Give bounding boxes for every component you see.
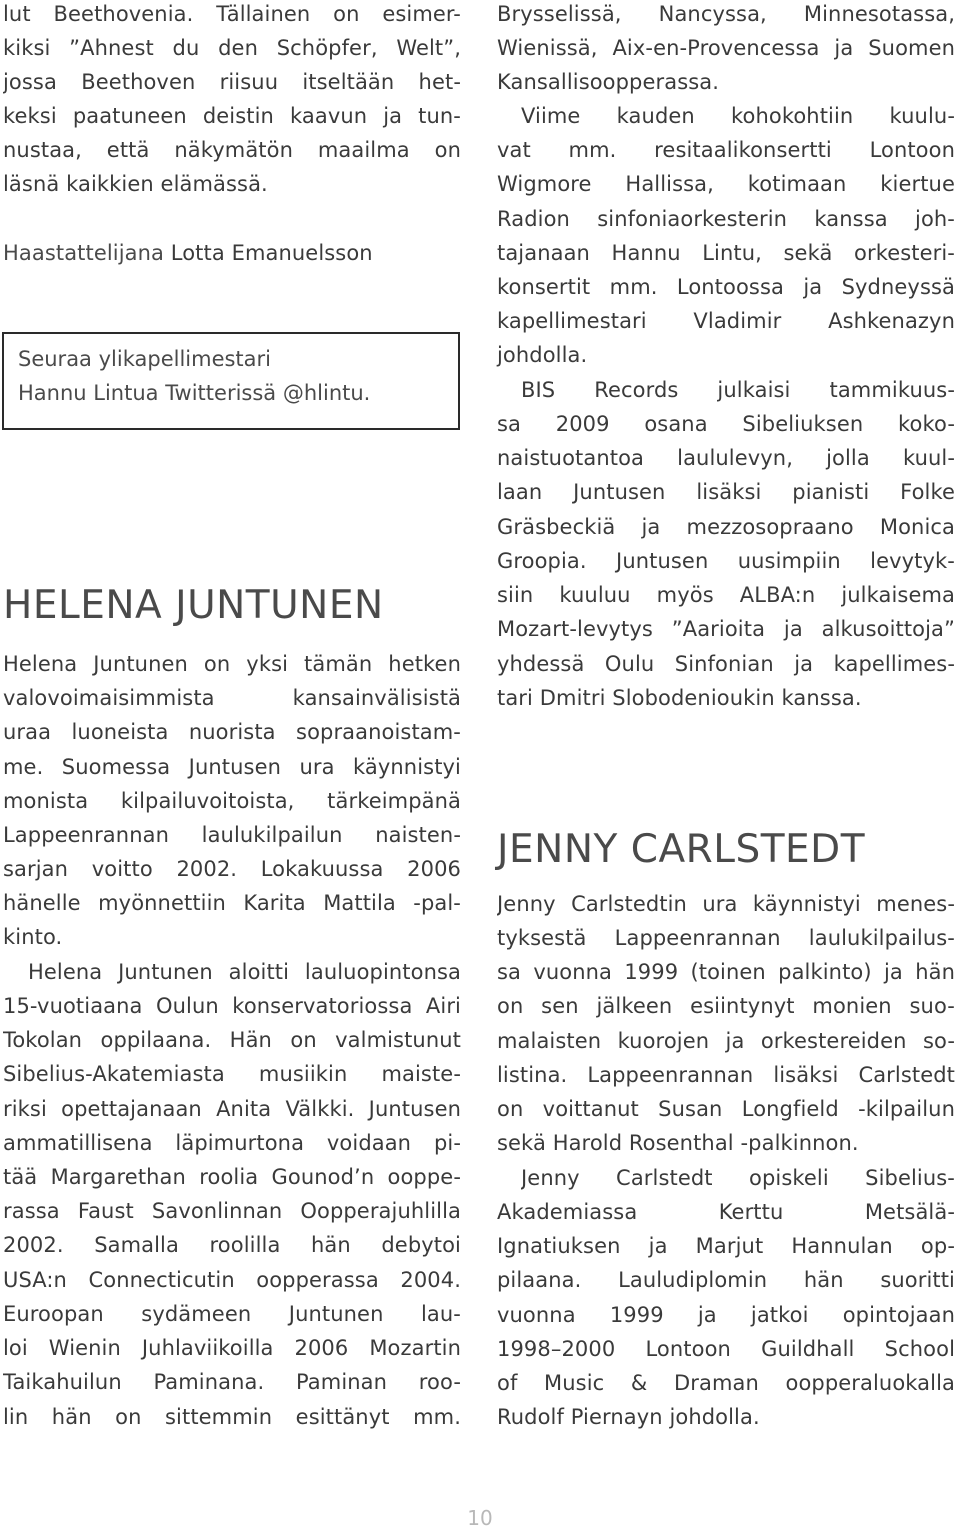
body-line: Akademiassa Kerttu Metsälä- bbox=[497, 1200, 955, 1224]
body-line: 15-vuotiaana Oulun konservatoriossa Airi bbox=[3, 994, 461, 1018]
body-line: Mozart-levytys ”Aarioita ja alkusoittoja” bbox=[497, 617, 955, 641]
body-line: tajanaan Hannu Lintu, sekä orkesteri- bbox=[497, 241, 955, 265]
body-line: Taikahuilun Paminana. Paminan roo- bbox=[3, 1370, 461, 1394]
page-number: 10 bbox=[467, 1506, 493, 1530]
body-line: riksi opettajanaan Anita Välkki. Juntusen bbox=[3, 1097, 461, 1121]
body-line: on sen jälkeen esiintynyt monien suo- bbox=[497, 994, 955, 1018]
twitter-callout-line: Seuraa ylikapellimestari bbox=[18, 347, 272, 371]
section-heading-jenny: JENNY CARLSTEDT bbox=[497, 827, 866, 872]
body-line: sa vuonna 1999 (toinen palkinto) ja hän bbox=[497, 960, 955, 984]
body-line: Wigmore Hallissa, kotimaan kiertue bbox=[497, 172, 955, 196]
body-line: vat mm. resitaalikonsertti Lontoon bbox=[497, 138, 955, 162]
body-line: Rudolf Piernayn johdolla. bbox=[497, 1405, 760, 1429]
body-line: Brysselissä, Nancyssa, Minnesotassa, bbox=[497, 2, 955, 26]
body-line: yhdessä Oulu Sinfonian ja kapellimes- bbox=[497, 652, 955, 676]
body-line: pilaana. Lauludiplomin hän suoritti bbox=[497, 1268, 955, 1292]
body-line: me. Suomessa Juntusen ura käynnistyi bbox=[3, 755, 461, 779]
body-line: vuonna 1999 ja jatkoi opintojaan bbox=[497, 1303, 955, 1327]
body-line: laan Juntusen lisäksi pianisti Folke bbox=[497, 480, 955, 504]
body-line: lin hän on sittemmin esittänyt mm. bbox=[3, 1405, 461, 1429]
section-heading-helena: HELENA JUNTUNEN bbox=[3, 583, 384, 628]
body-line: sa 2009 osana Sibeliuksen koko- bbox=[497, 412, 955, 436]
body-line: uraa luoneista nuorista sopraanoistam- bbox=[3, 720, 461, 744]
intro-line: läsnä kaikkien elämässä. bbox=[3, 172, 268, 196]
body-line: on voittanut Susan Longfield -kilpailun bbox=[497, 1097, 955, 1121]
body-line: listina. Lappeenrannan lisäksi Carlstedt bbox=[497, 1063, 955, 1087]
body-line: ammatillisena läpimurtona voidaan pi- bbox=[3, 1131, 461, 1155]
body-line: johdolla. bbox=[497, 343, 588, 367]
body-line: 2002. Samalla roolilla hän debytoi bbox=[3, 1233, 461, 1257]
body-line: Jenny Carlstedtin ura käynnistyi menes- bbox=[497, 892, 955, 916]
interviewer-label: Haastattelijana bbox=[3, 241, 165, 265]
body-line: kinto. bbox=[3, 925, 63, 949]
body-line: Jenny Carlstedt opiskeli Sibelius- bbox=[521, 1166, 955, 1190]
intro-line: kiksi ”Ahnest du den Schöpfer, Welt”, bbox=[3, 36, 461, 60]
body-line: Helena Juntunen on yksi tämän hetken bbox=[3, 652, 461, 676]
body-line: Kansallisoopperassa. bbox=[497, 70, 720, 94]
intro-line: lut Beethovenia. Tällainen on esimer- bbox=[3, 2, 461, 26]
body-line: tyksestä Lappeenrannan laulukilpailus- bbox=[497, 926, 955, 950]
body-line: monista kilpailuvoitoista, tärkeimpänä bbox=[3, 789, 461, 813]
body-line: sarjan voitto 2002. Lokakuussa 2006 bbox=[3, 857, 461, 881]
body-line: hänelle myönnettiin Karita Mattila -pal- bbox=[3, 891, 461, 915]
body-line: malaisten kuorojen ja orkestereiden so- bbox=[497, 1029, 955, 1053]
intro-line: jossa Beethoven riisuu itseltään het- bbox=[3, 70, 461, 94]
body-line: Groopia. Juntusen uusimpiin levytyk- bbox=[497, 549, 955, 573]
body-line: USA:n Connecticutin oopperassa 2004. bbox=[3, 1268, 461, 1292]
body-line: tari Dmitri Slobodenioukin kanssa. bbox=[497, 686, 862, 710]
interviewer-name: Lotta Emanuelsson bbox=[170, 241, 373, 265]
intro-line: nustaa, että näkymätön maailma on bbox=[3, 138, 461, 162]
body-line: Lappeenrannan laulukilpailun naisten- bbox=[3, 823, 461, 847]
body-line: Gräsbeckiä ja mezzosopraano Monica bbox=[497, 515, 955, 539]
body-line: naistuotantoa laululevyn, jolla kuul- bbox=[497, 446, 955, 470]
body-line: Ignatiuksen ja Marjut Hannulan op- bbox=[497, 1234, 955, 1258]
twitter-callout-box bbox=[2, 332, 460, 430]
body-line: Radion sinfoniaorkesterin kanssa joh- bbox=[497, 207, 955, 231]
body-line: tää Margarethan roolia Gounod’n ooppe- bbox=[3, 1165, 461, 1189]
body-line: loi Wienin Juhlaviikoilla 2006 Mozartin bbox=[3, 1336, 461, 1360]
body-line: konsertit mm. Lontoossa ja Sydneyssä bbox=[497, 275, 955, 299]
body-line: Viime kauden kohokohtiin kuulu- bbox=[521, 104, 955, 128]
body-line: siin kuuluu myös ALBA:n julkaisema bbox=[497, 583, 955, 607]
body-line: Helena Juntunen aloitti lauluopintonsa bbox=[28, 960, 461, 984]
body-line: rassa Faust Savonlinnan Oopperajuhlilla bbox=[3, 1199, 461, 1223]
body-line: valovoimaisimmista kansainvälisistä bbox=[3, 686, 461, 710]
twitter-callout-line: Hannu Lintua Twitterissä @hlintu. bbox=[18, 381, 371, 405]
body-line: Tokolan oppilaana. Hän on valmistunut bbox=[3, 1028, 461, 1052]
intro-line: keksi paatuneen deistin kaavun ja tun- bbox=[3, 104, 461, 128]
body-line: Wienissä, Aix-en-Provencessa ja Suomen bbox=[497, 36, 955, 60]
body-line: Sibelius-Akatemiasta musiikin maiste- bbox=[3, 1062, 461, 1086]
body-line: BIS Records julkaisi tammikuus- bbox=[521, 378, 955, 402]
interviewer-credit bbox=[3, 236, 373, 270]
body-line: Euroopan sydämeen Juntunen lau- bbox=[3, 1302, 461, 1326]
body-line: kapellimestari Vladimir Ashkenazyn bbox=[497, 309, 955, 333]
body-line: 1998–2000 Lontoon Guildhall School bbox=[497, 1337, 955, 1361]
body-line: of Music & Draman oopperaluokalla bbox=[497, 1371, 955, 1395]
body-line: sekä Harold Rosenthal -palkinnon. bbox=[497, 1131, 859, 1155]
